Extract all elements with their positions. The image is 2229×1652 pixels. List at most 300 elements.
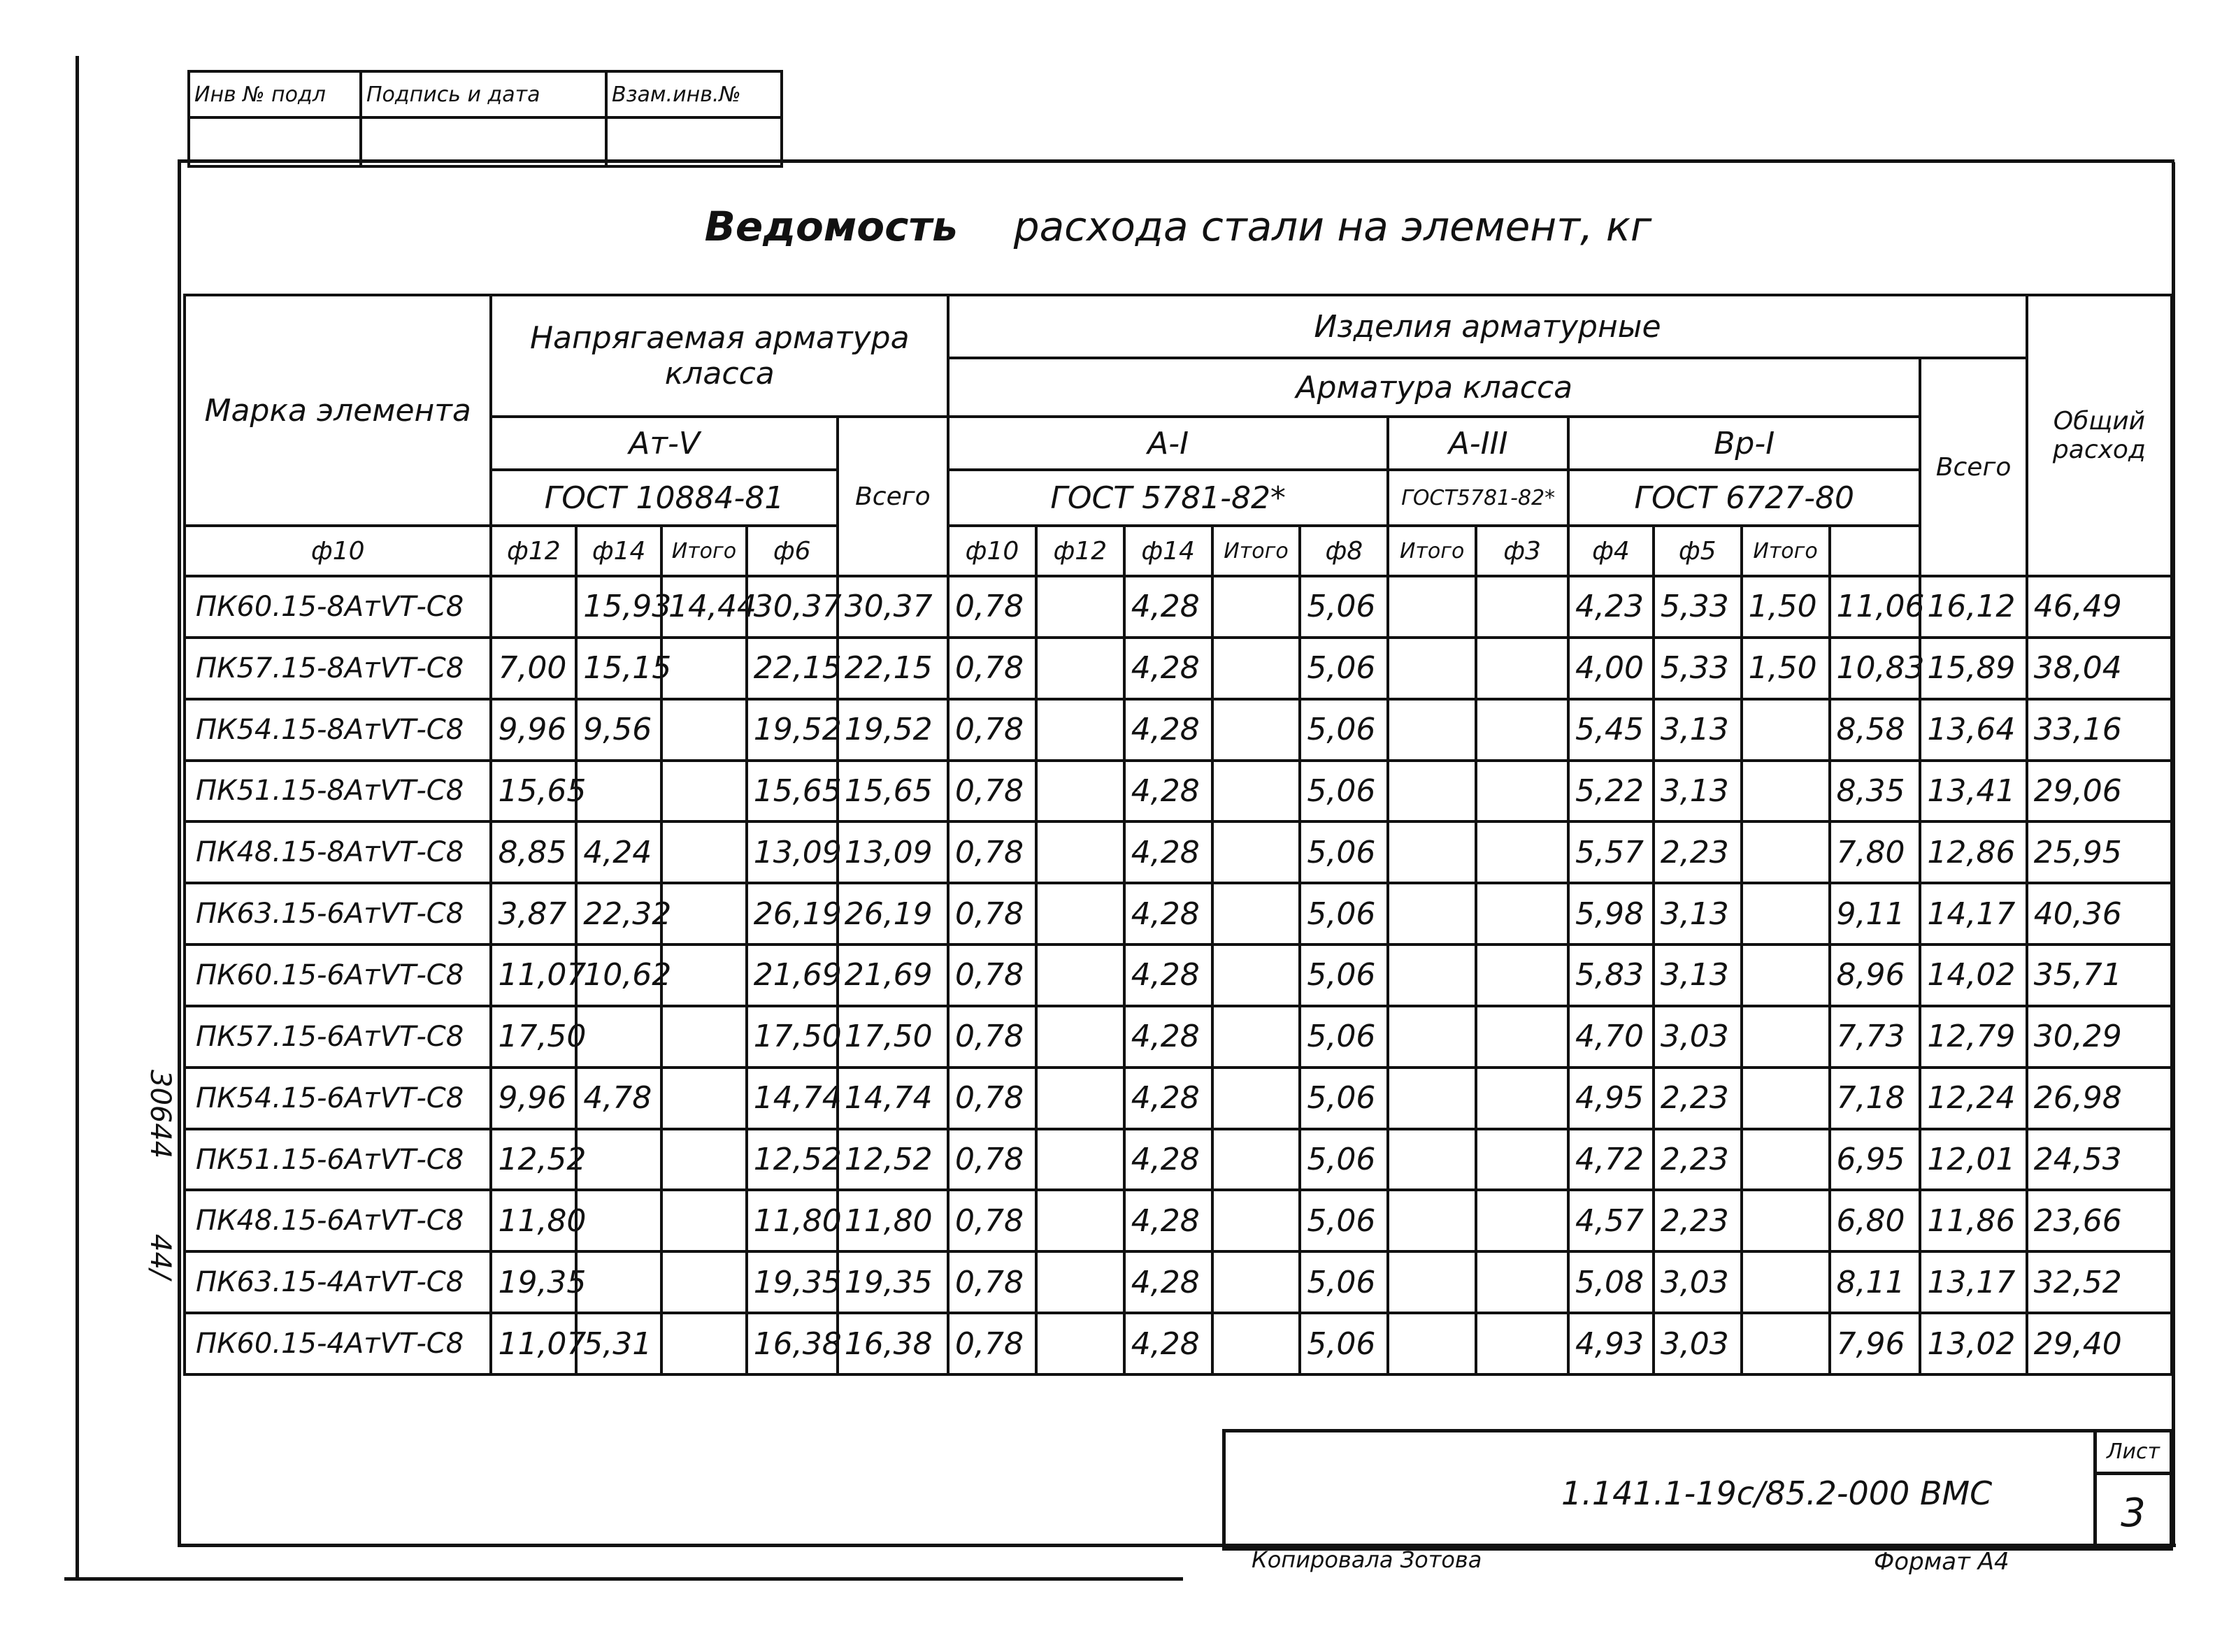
sheet-title-rest: расхода стали на элемент, кг: [1013, 203, 1652, 250]
sub-header: ф14: [576, 526, 661, 576]
sheet-title: [183, 203, 2173, 250]
value-cell: 2,23: [1654, 1129, 1742, 1191]
value-cell: [1036, 699, 1124, 761]
value-cell: 10,83: [1830, 638, 1921, 699]
value-cell: 4,95: [1568, 1068, 1654, 1129]
bp1-header: Вр-I: [1568, 417, 1920, 470]
value-cell: 12,24: [1920, 1068, 2026, 1129]
sub-header: ф3: [1476, 526, 1568, 576]
value-cell: 5,06: [1300, 1006, 1388, 1068]
element-mark-cell: ПК57.15-6АтVТ-С8: [185, 1006, 491, 1068]
value-cell: 5,06: [1300, 1313, 1388, 1374]
value-cell: 2,23: [1654, 1068, 1742, 1129]
value-cell: 11,07: [491, 1313, 576, 1374]
value-cell: 12,52: [838, 1129, 948, 1191]
value-cell: [1388, 944, 1476, 1006]
sheet-label: Лист: [2097, 1432, 2170, 1475]
value-cell: 4,00: [1568, 638, 1654, 699]
value-cell: [1476, 1313, 1568, 1374]
value-cell: 0,78: [948, 699, 1036, 761]
value-cell: 4,28: [1124, 1129, 1212, 1191]
copied-by: Копировала Зотова: [1252, 1546, 1482, 1573]
value-cell: 11,06: [1830, 576, 1921, 638]
element-mark-cell: ПК60.15-6АтVТ-С8: [185, 944, 491, 1006]
value-cell: [1036, 883, 1124, 944]
value-cell: [1036, 821, 1124, 883]
value-cell: 14,02: [1920, 944, 2026, 1006]
value-cell: [661, 1068, 747, 1129]
value-cell: [1476, 1006, 1568, 1068]
value-cell: 22,15: [747, 638, 838, 699]
value-cell: 29,06: [2027, 761, 2172, 822]
value-cell: [1212, 761, 1300, 822]
sub-header: ф8: [1300, 526, 1388, 576]
value-cell: [1476, 699, 1568, 761]
table-row: [185, 761, 2172, 822]
value-cell: 5,08: [1568, 1251, 1654, 1313]
sheet-title-bold: Ведомость: [704, 203, 958, 250]
value-cell: 16,12: [1920, 576, 2026, 638]
value-cell: 4,72: [1568, 1129, 1654, 1191]
gost-6727-header: ГОСТ 6727-80: [1568, 470, 1920, 526]
element-mark-cell: ПК51.15-8АтVТ-С8: [185, 761, 491, 822]
value-cell: 17,50: [838, 1006, 948, 1068]
obshchiy-header: Общий расход: [2027, 295, 2172, 576]
table-row: [185, 699, 2172, 761]
value-cell: 40,36: [2027, 883, 2172, 944]
value-cell: 32,52: [2027, 1251, 2172, 1313]
value-cell: 8,85: [491, 821, 576, 883]
value-cell: [1476, 821, 1568, 883]
value-cell: 14,17: [1920, 883, 2026, 944]
table-row: [185, 1313, 2172, 1374]
value-cell: 22,32: [576, 883, 661, 944]
value-cell: [576, 1251, 661, 1313]
a3-header: А-III: [1388, 417, 1568, 470]
value-cell: 5,06: [1300, 761, 1388, 822]
value-cell: 0,78: [948, 1068, 1036, 1129]
value-cell: 14,74: [838, 1068, 948, 1129]
value-cell: 0,78: [948, 1251, 1036, 1313]
value-cell: [661, 761, 747, 822]
value-cell: [576, 1129, 661, 1191]
format-label: Формат А4: [1874, 1548, 2009, 1576]
frame-inner-left-line: [178, 159, 181, 1546]
value-cell: [1388, 761, 1476, 822]
value-cell: 2,23: [1654, 821, 1742, 883]
value-cell: [1036, 1190, 1124, 1251]
value-cell: 8,35: [1830, 761, 1921, 822]
table-row: [185, 1251, 2172, 1313]
document-code: 1.141.1-19с/85.2-000 ВМС: [1561, 1474, 1993, 1512]
value-cell: [661, 1006, 747, 1068]
value-cell: [1212, 1313, 1300, 1374]
value-cell: 0,78: [948, 1313, 1036, 1374]
gost-5781b-header: ГОСТ5781-82*: [1388, 470, 1568, 526]
value-cell: [1476, 883, 1568, 944]
gost-5781-header: ГОСТ 5781-82*: [948, 470, 1388, 526]
value-cell: 30,29: [2027, 1006, 2172, 1068]
table-row: [185, 821, 2172, 883]
value-cell: 11,80: [491, 1190, 576, 1251]
value-cell: 2,23: [1654, 1190, 1742, 1251]
table-body: [185, 576, 2172, 1374]
value-cell: 13,09: [747, 821, 838, 883]
value-cell: [576, 1006, 661, 1068]
table-row: [185, 576, 2172, 638]
value-cell: 5,06: [1300, 1129, 1388, 1191]
value-cell: [1742, 821, 1830, 883]
value-cell: [1476, 944, 1568, 1006]
value-cell: 23,66: [2027, 1190, 2172, 1251]
value-cell: 9,11: [1830, 883, 1921, 944]
element-mark-cell: ПК51.15-6АтVТ-С8: [185, 1129, 491, 1191]
value-cell: 22,15: [838, 638, 948, 699]
value-cell: 4,28: [1124, 1190, 1212, 1251]
value-cell: 0,78: [948, 576, 1036, 638]
value-cell: [1476, 576, 1568, 638]
value-cell: [1742, 699, 1830, 761]
table-row: [185, 1006, 2172, 1068]
value-cell: [491, 576, 576, 638]
value-cell: 4,78: [576, 1068, 661, 1129]
steel-consumption-table: [183, 294, 2173, 1376]
value-cell: 8,11: [1830, 1251, 1921, 1313]
value-cell: [1388, 576, 1476, 638]
value-cell: 5,06: [1300, 699, 1388, 761]
value-cell: [1212, 1129, 1300, 1191]
value-cell: 16,38: [747, 1313, 838, 1374]
sub-header: ф10: [948, 526, 1036, 576]
value-cell: [1212, 821, 1300, 883]
value-cell: [1036, 1251, 1124, 1313]
value-cell: 26,98: [2027, 1068, 2172, 1129]
value-cell: [1742, 1068, 1830, 1129]
value-cell: 16,38: [838, 1313, 948, 1374]
value-cell: [1742, 1006, 1830, 1068]
table-row: [185, 944, 2172, 1006]
element-mark-cell: ПК60.15-8АтVТ-С8: [185, 576, 491, 638]
value-cell: 21,69: [747, 944, 838, 1006]
value-cell: 10,62: [576, 944, 661, 1006]
value-cell: [1036, 761, 1124, 822]
table-row: [185, 883, 2172, 944]
value-cell: 5,06: [1300, 576, 1388, 638]
value-cell: 4,57: [1568, 1190, 1654, 1251]
value-cell: 19,52: [747, 699, 838, 761]
value-cell: 5,98: [1568, 883, 1654, 944]
a1-header: А-I: [948, 417, 1388, 470]
value-cell: 1,50: [1742, 576, 1830, 638]
value-cell: 4,28: [1124, 883, 1212, 944]
value-cell: 4,28: [1124, 1006, 1212, 1068]
value-cell: [1476, 761, 1568, 822]
element-mark-cell: ПК63.15-4АтVТ-С8: [185, 1251, 491, 1313]
gost-10884-header: ГОСТ 10884-81: [491, 470, 837, 526]
frame-bottom-line: [64, 1577, 1183, 1581]
sub-header: Итого: [1388, 526, 1476, 576]
izdeliya-header: Изделия арматурные: [948, 295, 2027, 358]
value-cell: 4,28: [1124, 1068, 1212, 1129]
sub-header: ф4: [1568, 526, 1654, 576]
value-cell: [661, 944, 747, 1006]
value-cell: 4,28: [1124, 821, 1212, 883]
value-cell: [1388, 1068, 1476, 1129]
value-cell: [1036, 1129, 1124, 1191]
value-cell: 14,44: [661, 576, 747, 638]
value-cell: 9,56: [576, 699, 661, 761]
stamp-inv-value: [189, 117, 361, 166]
value-cell: 21,69: [838, 944, 948, 1006]
value-cell: [1742, 944, 1830, 1006]
stamp-signature-value: [361, 117, 606, 166]
value-cell: [1476, 1129, 1568, 1191]
element-mark-cell: ПК54.15-8АтVТ-С8: [185, 699, 491, 761]
value-cell: 46,49: [2027, 576, 2172, 638]
col-mark-header: Марка элемента: [185, 295, 491, 526]
value-cell: 0,78: [948, 821, 1036, 883]
stamp-signature-label: Подпись и дата: [361, 71, 606, 117]
value-cell: 5,06: [1300, 638, 1388, 699]
value-cell: 11,80: [838, 1190, 948, 1251]
vsego2-header: Всего: [1920, 358, 2026, 576]
stamp-replace-label: Взам.инв.№: [606, 71, 782, 117]
value-cell: 19,35: [491, 1251, 576, 1313]
value-cell: [1212, 1251, 1300, 1313]
value-cell: 19,35: [838, 1251, 948, 1313]
element-mark-cell: ПК54.15-6АтVТ-С8: [185, 1068, 491, 1129]
value-cell: [1388, 1313, 1476, 1374]
value-cell: 15,15: [576, 638, 661, 699]
value-cell: [1036, 1313, 1124, 1374]
element-mark-cell: ПК57.15-8АтVТ-С8: [185, 638, 491, 699]
value-cell: 5,06: [1300, 944, 1388, 1006]
value-cell: 11,07: [491, 944, 576, 1006]
value-cell: 25,95: [2027, 821, 2172, 883]
value-cell: 4,28: [1124, 576, 1212, 638]
value-cell: 5,83: [1568, 944, 1654, 1006]
value-cell: [1212, 638, 1300, 699]
value-cell: [1476, 1068, 1568, 1129]
inventory-stamp: [187, 70, 783, 168]
value-cell: [1388, 1251, 1476, 1313]
value-cell: [1212, 944, 1300, 1006]
value-cell: [1388, 699, 1476, 761]
value-cell: 0,78: [948, 944, 1036, 1006]
table-row: [185, 638, 2172, 699]
value-cell: 26,19: [747, 883, 838, 944]
value-cell: 4,70: [1568, 1006, 1654, 1068]
value-cell: [1036, 1006, 1124, 1068]
element-mark-cell: ПК48.15-6АтVТ-С8: [185, 1190, 491, 1251]
sub-header: ф12: [1036, 526, 1124, 576]
sub-header: Итого: [1212, 526, 1300, 576]
value-cell: [1742, 1313, 1830, 1374]
value-cell: 3,13: [1654, 699, 1742, 761]
value-cell: 38,04: [2027, 638, 2172, 699]
sub-header: ф10: [185, 526, 491, 576]
prestressed-header: Напрягаемая арматура класса: [491, 295, 948, 417]
sub-header: Итого: [1742, 526, 1830, 576]
value-cell: 33,16: [2027, 699, 2172, 761]
value-cell: 29,40: [2027, 1313, 2172, 1374]
value-cell: 0,78: [948, 761, 1036, 822]
sub-header: ф5: [1654, 526, 1742, 576]
value-cell: 4,28: [1124, 1251, 1212, 1313]
value-cell: 17,50: [747, 1006, 838, 1068]
value-cell: 0,78: [948, 1129, 1036, 1191]
value-cell: [1388, 883, 1476, 944]
value-cell: 5,57: [1568, 821, 1654, 883]
sub-header: Итого: [661, 526, 747, 576]
value-cell: 1,50: [1742, 638, 1830, 699]
stamp-inv-label: Инв № подл: [189, 71, 361, 117]
value-cell: 6,95: [1830, 1129, 1921, 1191]
value-cell: 6,80: [1830, 1190, 1921, 1251]
value-cell: 5,06: [1300, 883, 1388, 944]
value-cell: 13,02: [1920, 1313, 2026, 1374]
value-cell: [1036, 1068, 1124, 1129]
value-cell: 35,71: [2027, 944, 2172, 1006]
sub-header: ф6: [747, 526, 838, 576]
value-cell: 5,06: [1300, 1251, 1388, 1313]
value-cell: [576, 761, 661, 822]
value-cell: 15,89: [1920, 638, 2026, 699]
value-cell: [1212, 576, 1300, 638]
value-cell: 26,19: [838, 883, 948, 944]
vsego-header: Всего: [838, 417, 948, 576]
side-inventory-number: 30644: [144, 1070, 176, 1159]
value-cell: [1742, 1251, 1830, 1313]
value-cell: [1212, 1190, 1300, 1251]
value-cell: [1388, 1006, 1476, 1068]
value-cell: [1036, 638, 1124, 699]
value-cell: 12,79: [1920, 1006, 2026, 1068]
sheet-number: 3: [2121, 1491, 2146, 1536]
value-cell: 3,87: [491, 883, 576, 944]
value-cell: 13,64: [1920, 699, 2026, 761]
value-cell: 12,86: [1920, 821, 2026, 883]
value-cell: 15,65: [491, 761, 576, 822]
value-cell: [1388, 1190, 1476, 1251]
value-cell: [661, 1190, 747, 1251]
value-cell: [661, 1129, 747, 1191]
table-row: [185, 1068, 2172, 1129]
value-cell: 8,58: [1830, 699, 1921, 761]
frame-left-line: [76, 56, 79, 1580]
value-cell: 4,28: [1124, 638, 1212, 699]
value-cell: 4,28: [1124, 944, 1212, 1006]
value-cell: 0,78: [948, 1190, 1036, 1251]
value-cell: 0,78: [948, 883, 1036, 944]
element-mark-cell: ПК48.15-8АтVТ-С8: [185, 821, 491, 883]
value-cell: 5,33: [1654, 576, 1742, 638]
value-cell: 14,74: [747, 1068, 838, 1129]
title-block: [1222, 1429, 2173, 1551]
value-cell: 15,93: [576, 576, 661, 638]
value-cell: 15,65: [838, 761, 948, 822]
value-cell: [661, 638, 747, 699]
value-cell: 19,52: [838, 699, 948, 761]
value-cell: 4,23: [1568, 576, 1654, 638]
value-cell: 5,22: [1568, 761, 1654, 822]
side-page-number: 44/: [144, 1234, 176, 1279]
value-cell: 13,17: [1920, 1251, 2026, 1313]
value-cell: 3,13: [1654, 761, 1742, 822]
value-cell: 15,65: [747, 761, 838, 822]
value-cell: 3,03: [1654, 1006, 1742, 1068]
value-cell: [1476, 638, 1568, 699]
value-cell: 12,01: [1920, 1129, 2026, 1191]
value-cell: [661, 1251, 747, 1313]
value-cell: 3,13: [1654, 883, 1742, 944]
value-cell: 7,00: [491, 638, 576, 699]
value-cell: [1212, 883, 1300, 944]
value-cell: [1476, 1251, 1568, 1313]
sheet-number-box: [2093, 1432, 2170, 1547]
value-cell: 4,28: [1124, 1313, 1212, 1374]
value-cell: 24,53: [2027, 1129, 2172, 1191]
element-mark-cell: ПК60.15-4АтVТ-С8: [185, 1313, 491, 1374]
value-cell: 4,93: [1568, 1313, 1654, 1374]
value-cell: 0,78: [948, 1006, 1036, 1068]
sub-header: ф12: [491, 526, 576, 576]
value-cell: [1212, 1068, 1300, 1129]
value-cell: 17,50: [491, 1006, 576, 1068]
element-mark-cell: ПК63.15-6АтVТ-С8: [185, 883, 491, 944]
value-cell: 4,24: [576, 821, 661, 883]
value-cell: [1742, 1190, 1830, 1251]
value-cell: 3,03: [1654, 1313, 1742, 1374]
value-cell: 3,03: [1654, 1251, 1742, 1313]
value-cell: [1388, 1129, 1476, 1191]
value-cell: 13,09: [838, 821, 948, 883]
value-cell: 7,73: [1830, 1006, 1921, 1068]
value-cell: 7,18: [1830, 1068, 1921, 1129]
value-cell: 5,06: [1300, 821, 1388, 883]
value-cell: 5,45: [1568, 699, 1654, 761]
value-cell: 9,96: [491, 1068, 576, 1129]
value-cell: 11,80: [747, 1190, 838, 1251]
value-cell: [1036, 576, 1124, 638]
value-cell: [661, 1313, 747, 1374]
value-cell: [661, 821, 747, 883]
value-cell: [1742, 761, 1830, 822]
sub-header: ф14: [1124, 526, 1212, 576]
value-cell: 4,28: [1124, 761, 1212, 822]
value-cell: 12,52: [747, 1129, 838, 1191]
value-cell: [661, 699, 747, 761]
value-cell: [1212, 699, 1300, 761]
value-cell: 19,35: [747, 1251, 838, 1313]
value-cell: [1742, 883, 1830, 944]
value-cell: 3,13: [1654, 944, 1742, 1006]
value-cell: 7,80: [1830, 821, 1921, 883]
at5-header: Ат-V: [491, 417, 837, 470]
value-cell: [661, 883, 747, 944]
value-cell: [1212, 1006, 1300, 1068]
value-cell: 13,41: [1920, 761, 2026, 822]
value-cell: 11,86: [1920, 1190, 2026, 1251]
value-cell: [1388, 821, 1476, 883]
armatura-klassa-header: Арматура класса: [948, 358, 1920, 417]
value-cell: 30,37: [838, 576, 948, 638]
value-cell: [1476, 1190, 1568, 1251]
value-cell: 9,96: [491, 699, 576, 761]
value-cell: [1036, 944, 1124, 1006]
value-cell: 12,52: [491, 1129, 576, 1191]
value-cell: 8,96: [1830, 944, 1921, 1006]
